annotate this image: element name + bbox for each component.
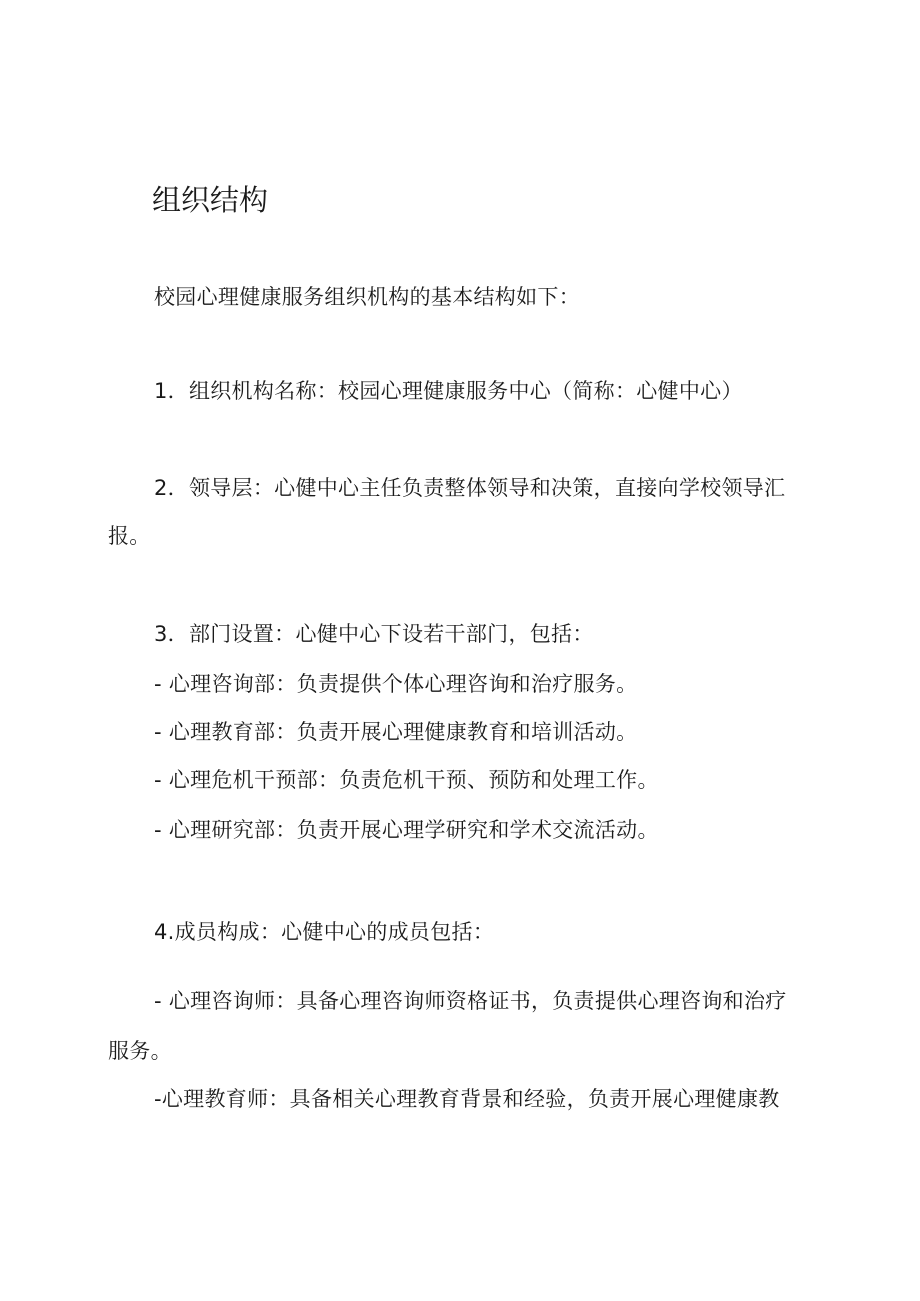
section-heading: 组织结构 bbox=[152, 183, 269, 217]
item-2-leadership-line-1: 2．领导层：心健中心主任负责整体领导和决策，直接向学校领导汇 bbox=[154, 476, 786, 500]
member-educator-line-1: -心理教育师：具备相关心理教育背景和经验，负责开展心理健康教 bbox=[154, 1087, 780, 1111]
member-counselor-line-2: 服务。 bbox=[108, 1039, 172, 1063]
member-counselor-line-1: - 心理咨询师：具备心理咨询师资格证书，负责提供心理咨询和治疗 bbox=[154, 989, 787, 1013]
item-4-members-title: 4.成员构成：心健中心的成员包括： bbox=[154, 920, 495, 944]
item-3-departments-title: 3．部门设置：心健中心下设若干部门，包括： bbox=[154, 622, 594, 646]
department-counseling: - 心理咨询部：负责提供个体心理咨询和治疗服务。 bbox=[154, 672, 638, 696]
department-research: - 心理研究部：负责开展心理学研究和学术交流活动。 bbox=[154, 818, 659, 842]
department-crisis-intervention: - 心理危机干预部：负责危机干预、预防和处理工作。 bbox=[154, 768, 659, 792]
department-education: - 心理教育部：负责开展心理健康教育和培训活动。 bbox=[154, 720, 638, 744]
item-1-org-name: 1．组织机构名称：校园心理健康服务中心（简称：心健中心） bbox=[154, 379, 743, 403]
intro-paragraph: 校园心理健康服务组织机构的基本结构如下： bbox=[154, 285, 580, 309]
item-2-leadership-line-2: 报。 bbox=[108, 524, 151, 548]
